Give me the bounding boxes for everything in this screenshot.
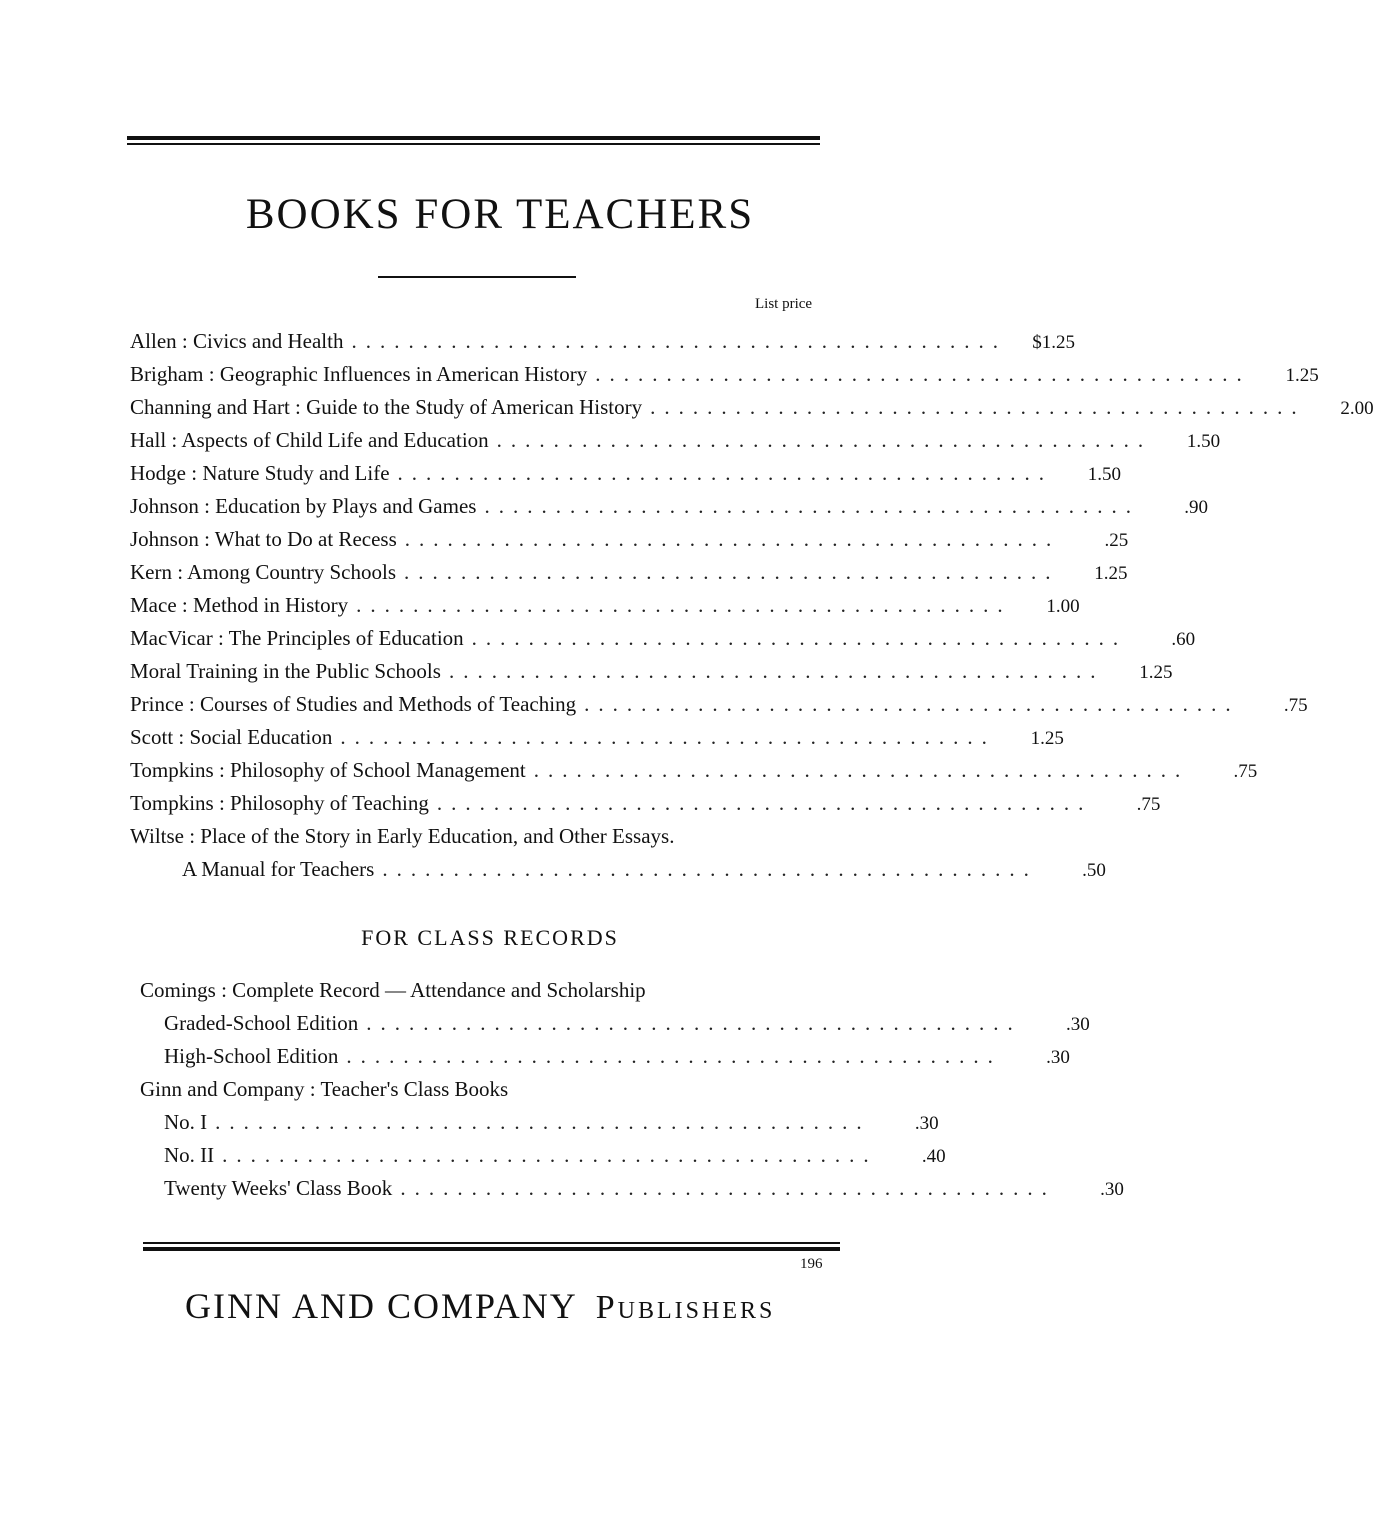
list-item: Mace : Method in History .............................................. 1.00 (130, 589, 830, 622)
list-item: Scott : Social Education .............................................. 1.25 (130, 721, 830, 754)
list-item (130, 820, 830, 853)
publisher-suffix: Publishers (595, 1289, 776, 1326)
book-title: Brigham : Geographic Influences in American History (130, 362, 588, 386)
book-title: Moral Training in the Public Schools (130, 659, 441, 683)
book-price: .50 (1082, 860, 1106, 881)
book-price: .90 (1184, 497, 1208, 518)
record-price: .30 (1065, 1014, 1090, 1035)
list-item: Johnson : What to Do at Recess .............................................. .25 (130, 523, 830, 556)
book-price: 1.00 (1046, 596, 1080, 617)
list-item: Allen : Civics and Health .............................................. $1.25 (130, 325, 830, 358)
list-item: MacVicar : The Principles of Education .............................................. .60 (130, 622, 830, 655)
list-price-label: List price (755, 296, 813, 312)
publisher-imprint (185, 1285, 775, 1327)
top-double-rule (127, 136, 820, 145)
book-title: Johnson : What to Do at Recess (130, 527, 397, 551)
record-price: .40 (921, 1146, 946, 1167)
list-item: A Manual for Teachers .............................................. .50 (130, 853, 830, 886)
list-item: Prince : Courses of Studies and Methods of Teaching .............................................. .75 (130, 688, 830, 721)
book-price: 1.25 (1285, 365, 1319, 386)
book-price: $1.25 (1032, 332, 1075, 353)
list-item: No. I .............................................. .30 (140, 1106, 837, 1139)
book-title: Wiltse : Place of the Story in Early Education, and Other Essays. (130, 824, 675, 848)
list-item: Johnson : Education by Plays and Games .............................................. .90 (130, 490, 830, 523)
record-price: .30 (1100, 1179, 1124, 1200)
record-title: Graded-School Edition (164, 1011, 359, 1035)
book-price: 1.25 (1094, 563, 1128, 584)
book-title: Scott : Social Education (130, 725, 333, 749)
list-item: Hodge : Nature Study and Life .............................................. 1.50 (130, 457, 830, 490)
book-title: Tompkins : Philosophy of Teaching (130, 791, 429, 815)
book-title: Kern : Among Country Schools (130, 560, 396, 584)
record-title: Ginn and Company : Teacher's Class Books (140, 1077, 509, 1101)
list-item: No. II .............................................. .40 (140, 1139, 837, 1172)
book-price: 2.00 (1340, 398, 1374, 419)
record-title: No. I (164, 1110, 208, 1134)
book-price: .25 (1104, 530, 1129, 551)
record-price: .30 (914, 1113, 939, 1134)
list-item: High-School Edition .............................................. .30 (140, 1040, 837, 1073)
list-item: Tompkins : Philosophy of School Management .............................................. .75 (130, 754, 830, 787)
book-price: .60 (1171, 629, 1196, 650)
record-title: High-School Edition (164, 1044, 339, 1068)
book-price: 1.25 (1030, 728, 1064, 749)
book-title: Johnson : Education by Plays and Games (130, 494, 477, 518)
record-title: No. II (164, 1143, 215, 1167)
book-title: Channing and Hart : Guide to the Study of American History (130, 395, 643, 419)
list-item: Brigham : Geographic Influences in American History .............................................. 1.25 (130, 358, 830, 391)
book-title: Tompkins : Philosophy of School Management (130, 758, 526, 782)
bottom-double-rule (143, 1242, 840, 1251)
book-title: MacVicar : The Principles of Education (130, 626, 464, 650)
book-title: Mace : Method in History (130, 593, 349, 617)
class-records-list (140, 974, 1124, 1205)
book-title: Hodge : Nature Study and Life (130, 461, 390, 485)
book-price: .75 (1233, 761, 1258, 782)
title-underline (378, 276, 576, 278)
book-title: A Manual for Teachers (182, 857, 375, 881)
book-title: Hall : Aspects of Child Life and Education (130, 428, 489, 452)
record-title: Comings : Complete Record — Attendance and Scholarship (140, 978, 646, 1002)
page-title: BOOKS FOR TEACHERS (245, 191, 755, 238)
class-records-heading: FOR CLASS RECORDS (361, 925, 619, 950)
record-title: Twenty Weeks' Class Book (164, 1176, 393, 1200)
page-number: 196 (800, 1256, 823, 1272)
record-price: .30 (1046, 1047, 1070, 1068)
book-title: Prince : Courses of Studies and Methods of Teaching (130, 692, 577, 716)
book-title: Allen : Civics and Health (130, 329, 344, 353)
books-list (130, 325, 1374, 886)
list-item: Twenty Weeks' Class Book .............................................. .30 (140, 1172, 837, 1205)
list-item: Kern : Among Country Schools .............................................. 1.25 (130, 556, 830, 589)
publisher-name: GINN AND COMPANY (185, 1286, 578, 1326)
list-item: Moral Training in the Public Schools .............................................. 1.25 (130, 655, 830, 688)
list-item: Graded-School Edition .............................................. .30 (140, 1007, 837, 1040)
book-price: .75 (1283, 695, 1308, 716)
book-price: .75 (1136, 794, 1161, 815)
list-item: Hall : Aspects of Child Life and Education .............................................. 1.50 (130, 424, 830, 457)
list-item: Channing and Hart : Guide to the Study of American History .............................................. 2.00 (130, 391, 830, 424)
book-price: 1.25 (1139, 662, 1173, 683)
book-price: 1.50 (1087, 464, 1122, 485)
list-item: Tompkins : Philosophy of Teaching .............................................. .75 (130, 787, 830, 820)
list-item (140, 1073, 837, 1106)
list-item (140, 974, 837, 1007)
book-price: 1.50 (1186, 431, 1221, 452)
